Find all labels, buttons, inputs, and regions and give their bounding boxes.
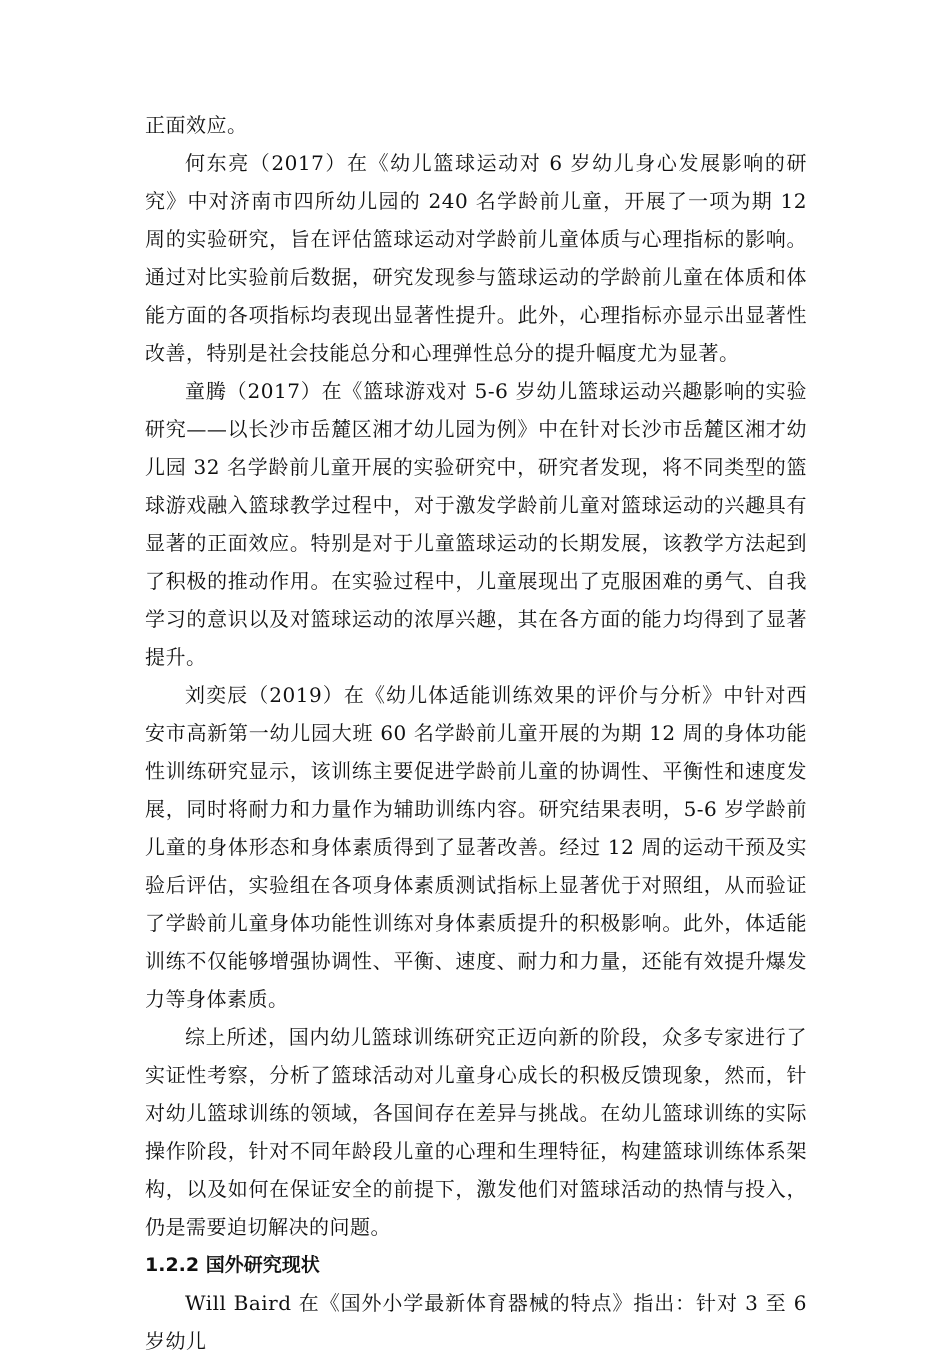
paragraph-tong-teng: 童腾（2017）在《篮球游戏对 5-6 岁幼儿篮球运动兴趣影响的实验研究——以长沙市岳麓区湘才幼儿园为例》中在针对长沙市岳麓区湘才幼儿园 32 名学龄前儿童开展的实验研究中，研究者发现，将不同类型的篮球游戏融入篮球教学过程中，对于激发学龄前儿童对篮球运动的兴趣具有显著的正面效应。特别是对于儿童篮球运动的长期发展，该教学方法起到了积极的推动作用。在实验过程中，儿童展现出了克服困难的勇气、自我学习的意识以及对篮球运动的浓厚兴趣，其在各方面的能力均得到了显著提升。 bbox=[145, 379, 807, 669]
paragraph-summary: 综上所述，国内幼儿篮球训练研究正迈向新的阶段，众多专家进行了实证性考察，分析了篮球活动对儿童身心成长的积极反馈现象，然而，针对幼儿篮球训练的领域，各国间存在差异与挑战。在幼儿篮球训练的实际操作阶段，针对不同年龄段儿童的心理和生理特征，构建篮球训练体系架构，以及如何在保证安全的前提下，激发他们对篮球活动的热情与投入，仍是需要迫切解决的问题。 bbox=[145, 1025, 807, 1239]
paragraph-will-baird: Will Baird 在《国外小学最新体育器械的特点》指出：针对 3 至 6 岁幼儿 bbox=[145, 1291, 807, 1353]
paragraph-continuation: 正面效应。 bbox=[145, 113, 248, 137]
paragraph-liu-yichen: 刘奕辰（2019）在《幼儿体适能训练效果的评价与分析》中针对西安市高新第一幼儿园大班 60 名学龄前儿童开展的为期 12 周的身体功能性训练研究显示，该训练主要促进学龄前儿童的协调性、平衡性和速度发展，同时将耐力和力量作为辅助训练内容。研究结果表明，5-6 岁学龄前儿童的身体形态和身体素质得到了显著改善。经过 12 周的运动干预及实验后评估，实验组在各项身体素质测试指标上显著优于对照组，从而验证了学龄前儿童身体功能性训练对身体素质提升的积极影响。此外，体适能训练不仅能够增强协调性、平衡、速度、耐力和力量，还能有效提升爆发力等身体素质。 bbox=[145, 683, 807, 1011]
section-heading: 1.2.2 国外研究现状 bbox=[145, 1254, 320, 1276]
document-page bbox=[145, 106, 807, 1360]
paragraph-he-dongliang: 何东亮（2017）在《幼儿篮球运动对 6 岁幼儿身心发展影响的研究》中对济南市四所幼儿园的 240 名学龄前儿童，开展了一项为期 12 周的实验研究，旨在评估篮球运动对学龄前儿童体质与心理指标的影响。通过对比实验前后数据，研究发现参与篮球运动的学龄前儿童在体质和体能方面的各项指标均表现出显著性提升。此外，心理指标亦显示出显著性改善，特别是社会技能总分和心理弹性总分的提升幅度尤为显著。 bbox=[145, 151, 807, 365]
